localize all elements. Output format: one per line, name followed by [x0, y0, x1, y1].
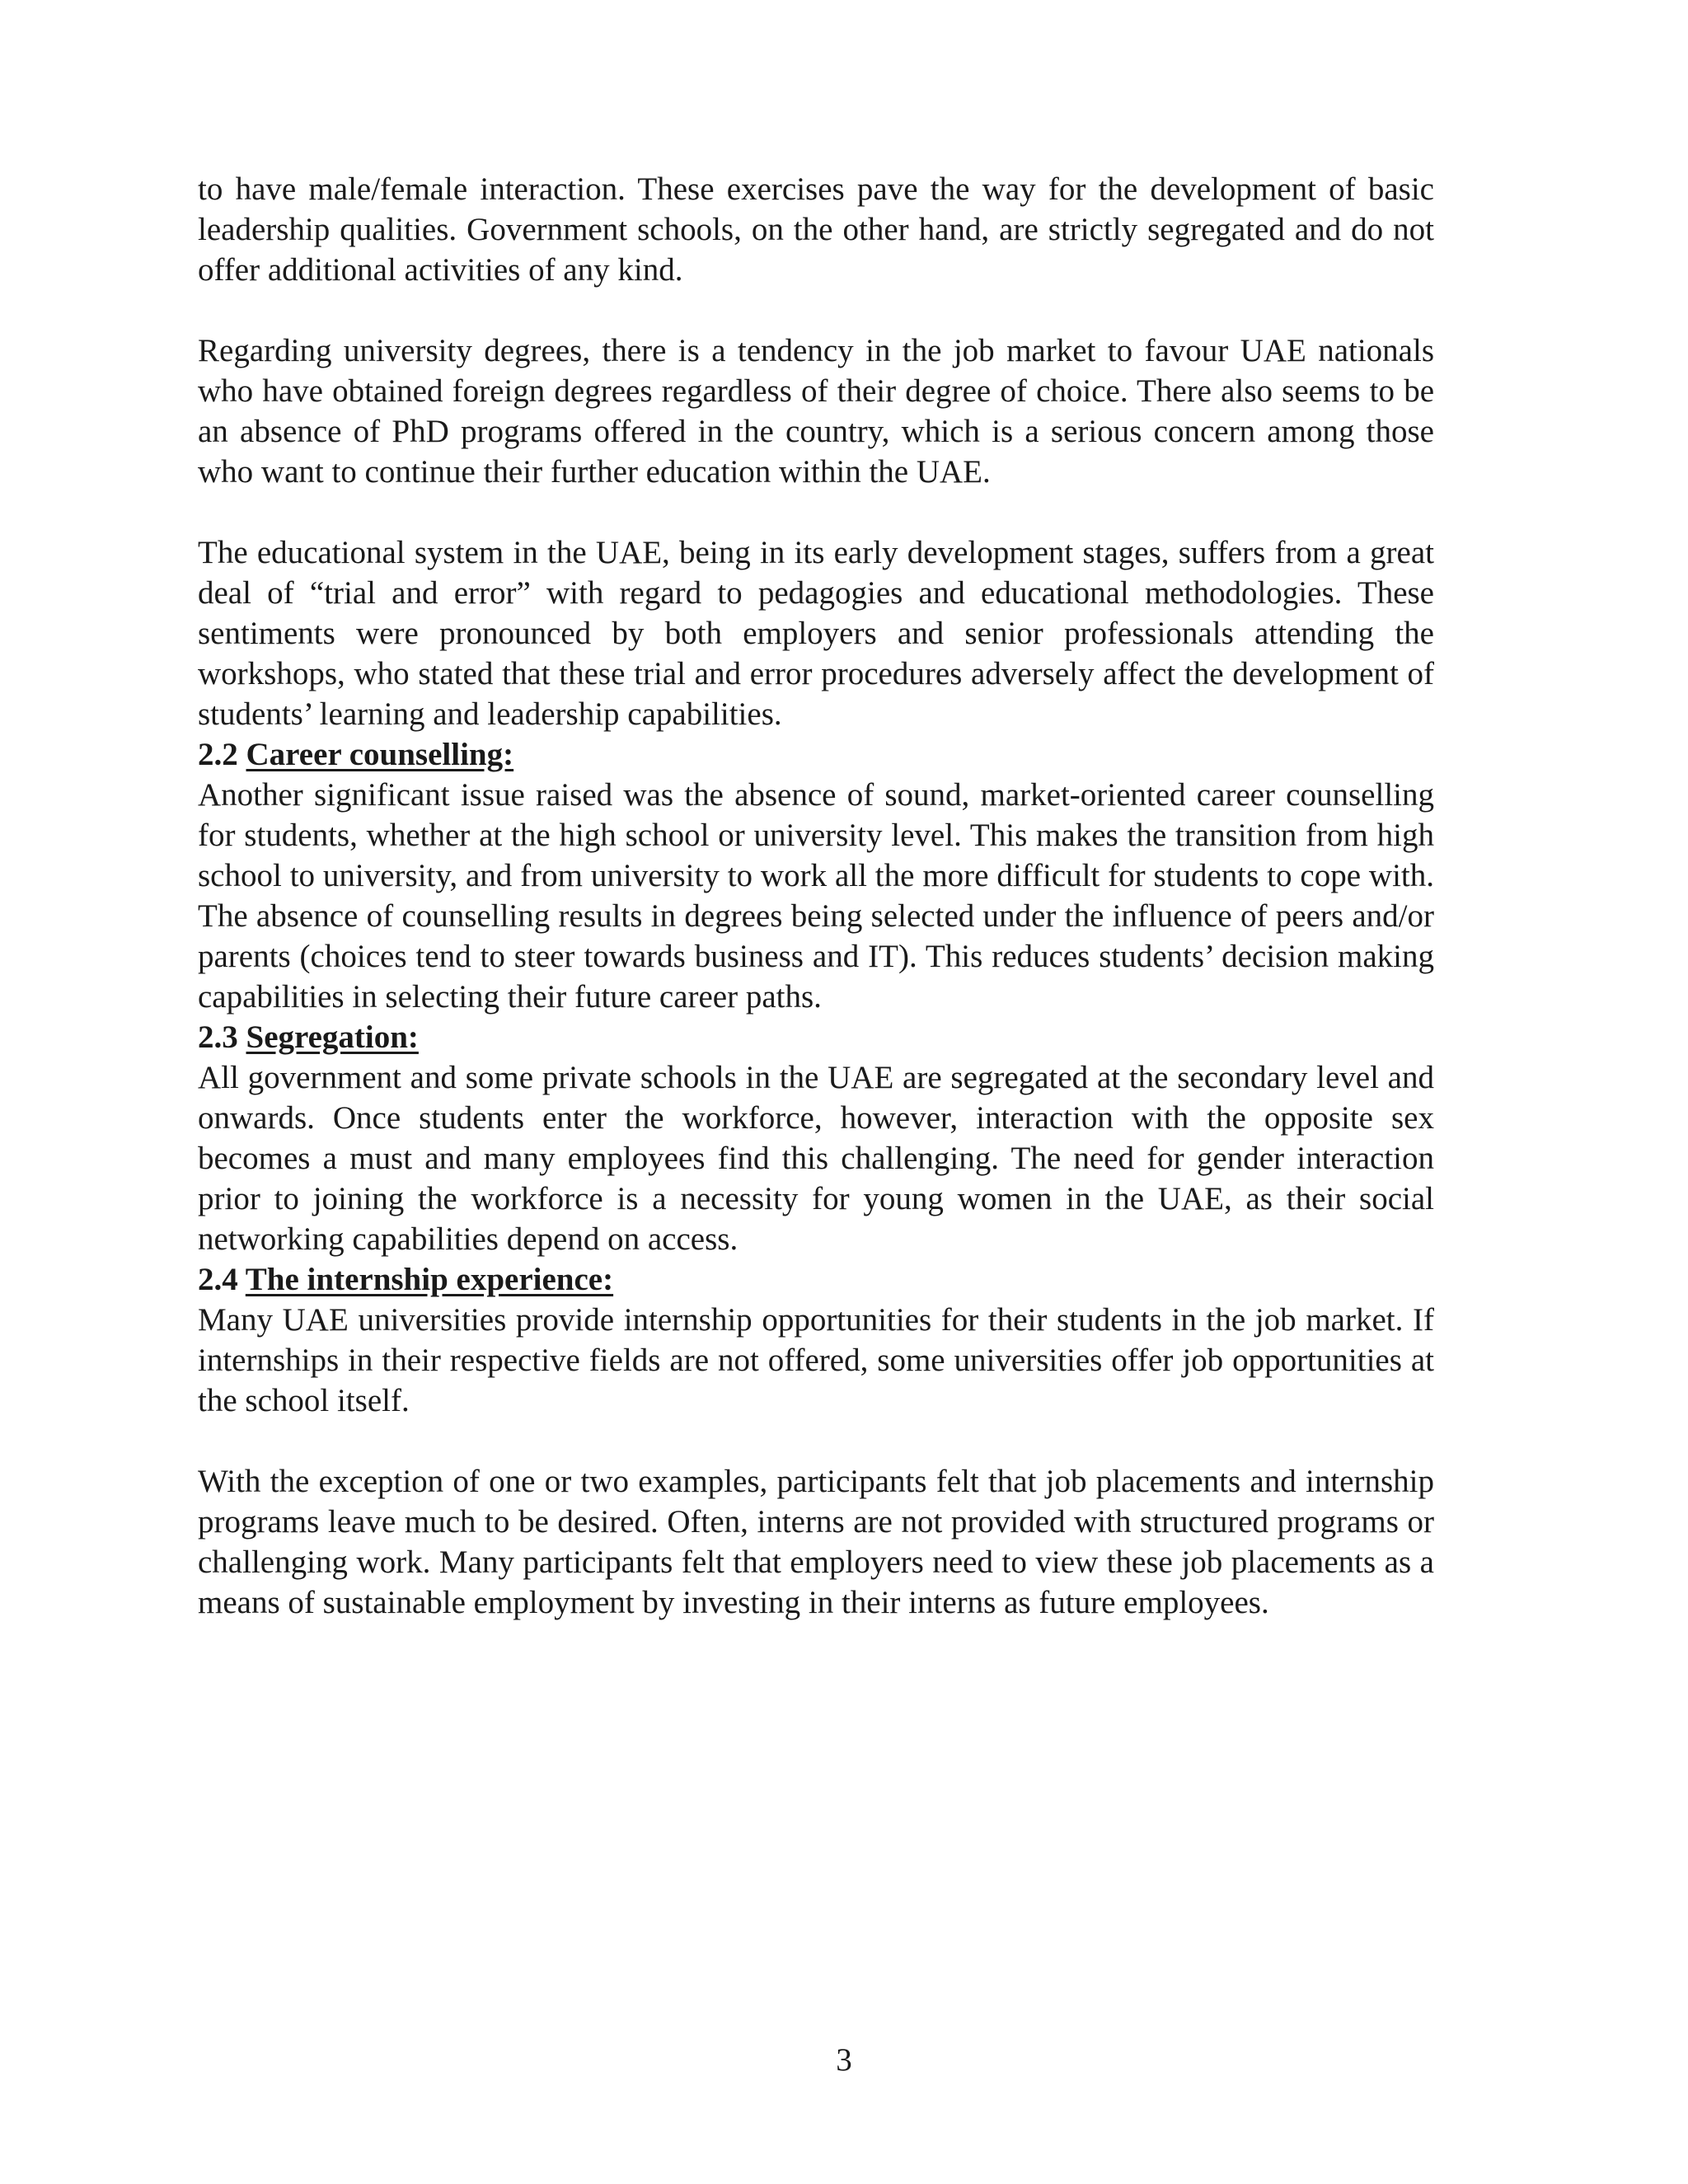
section-title: The internship experience:	[245, 1262, 614, 1297]
paragraph: to have male/female interaction. These exercises pave the way for the development of basic leadership qualities. Government schools, on the other hand, are strictly segregated and do not offer additional activities of any kind.	[198, 171, 1434, 288]
section-number: 2.2	[198, 737, 238, 772]
paragraph: Many UAE universities provide internship opportunities for their students in the job market. If internships in their respective fields are not offered, some universities offer job opportunities at the school itself.	[198, 1302, 1434, 1418]
document-body	[198, 169, 1434, 1623]
section-number: 2.3	[198, 1019, 238, 1055]
section-title: Segregation:	[246, 1019, 419, 1055]
paragraph: All government and some private schools in the UAE are segregated at the secondary level and onwards. Once students enter the workforce, however, interaction with the opposite sex becomes a must and many employees find this challenging. The need for gender interaction prior to joining the workforce is a necessity for young women in the UAE, as their social networking capabilities depend on access.	[198, 1060, 1434, 1257]
paragraph: Regarding university degrees, there is a tendency in the job market to favour UAE nationals who have obtained foreign degrees regardless of their degree of choice. There also seems to be an absence of PhD programs offered in the country, which is a serious concern among those who want to continue their further education within the UAE.	[198, 333, 1434, 490]
section-heading	[198, 1259, 1434, 1300]
section-heading	[198, 734, 1434, 775]
paragraph: With the exception of one or two examples, participants felt that job placements and internship programs leave much to be desired. Often, interns are not provided with structured programs or challenging work. Many participants felt that employers need to view these job placements as a means of sustainable employment by investing in their interns as future employees.	[198, 1464, 1434, 1620]
paragraph: Another significant issue raised was the absence of sound, market-oriented career counselling for students, whether at the high school or university level. This makes the transition from high school to university, and from university to work all the more difficult for students to cope with. The absence of counselling results in degrees being selected under the influence of peers and/or parents (choices tend to steer towards business and IT). This reduces students’ decision making capabilities in selecting their future career paths.	[198, 777, 1434, 1015]
section-number: 2.4	[198, 1262, 238, 1297]
paragraph: The educational system in the UAE, being in its early development stages, suffers from a great deal of “trial and error” with regard to pedagogies and educational methodologies. These sentiments were pronounced by both employers and senior professionals attending the workshops, who stated that these trial and error procedures adversely affect the development of students’ learning and leadership capabilities.	[198, 535, 1434, 732]
page-number: 3	[836, 2042, 852, 2078]
section-heading	[198, 1017, 1434, 1057]
section-title: Career counselling:	[246, 737, 514, 772]
